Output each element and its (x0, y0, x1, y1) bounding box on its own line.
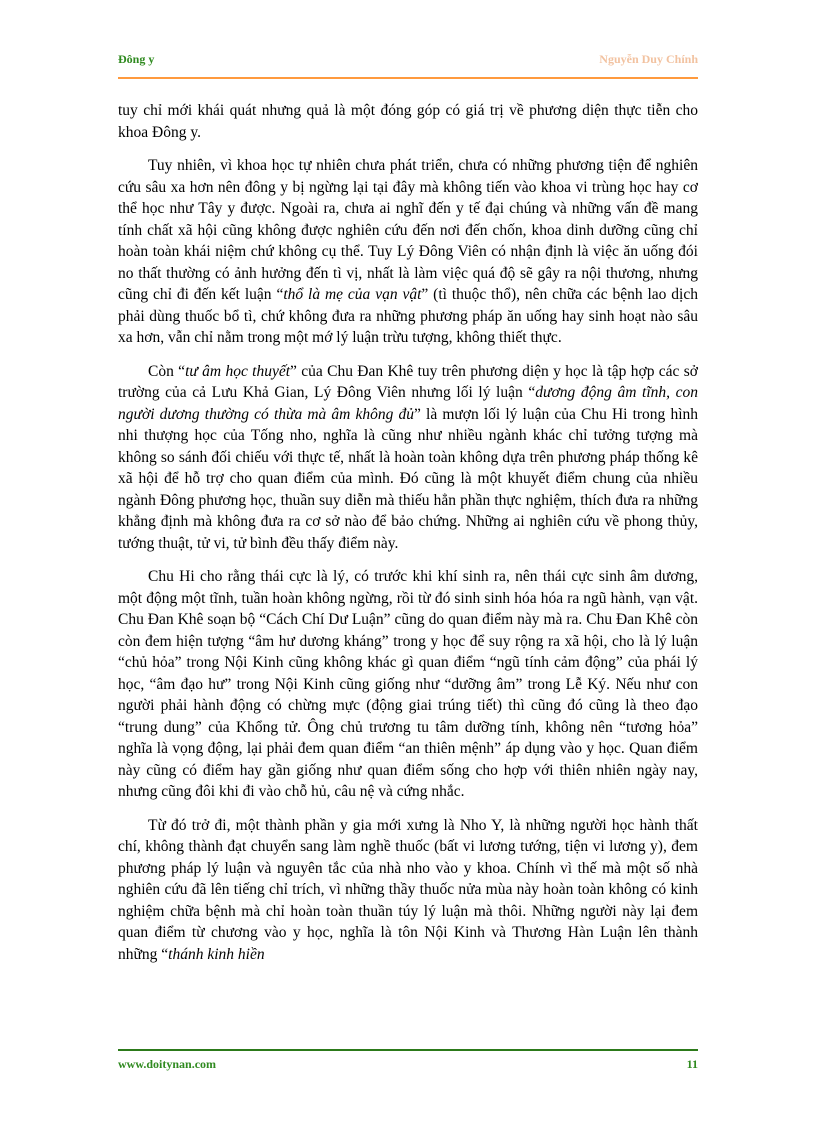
italic-text: thánh kinh hiền (168, 945, 265, 963)
text-run: Còn “ (148, 362, 186, 380)
italic-text: tư âm học thuyết (185, 362, 291, 380)
page-header (118, 52, 698, 72)
text-run: ” của Chu Đan Khê tuy trên phương diện y học là tập hợp các sở trường của cả Lưu Khả Gian, Lý Đông Viên nhưng lối lý luận “ (118, 362, 698, 401)
paragraph (118, 566, 698, 803)
footer-website: www.doitynan.com (118, 1057, 217, 1071)
text-run: Tuy nhiên, vì khoa học tự nhiên chưa phát triển, chưa có những phương tiện để nghiên cứu sâu xa hơn nên đông y bị ngừng lại tại đây mà không tiến vào khoa vi trùng học hay cơ thể học như Tây y được. Ngoài ra, chưa ai nghĩ đến y tế đại chúng và những vấn đề mang tính chất xã hội cũng không được nghiên cứu đến nơi đến chốn, khoa dinh dưỡng cũng chỉ hoàn toàn khái niệm chứ không cụ thể. Tuy Lý Đông Viên có nhận định là việc ăn uống đói no thất thường có ảnh hưởng đến tì vị, nhất là làm việc quá độ sẽ gây ra nội thương, nhưng cũng chỉ đi đến kết luận “ (118, 157, 698, 303)
text-run: Chu Hi cho rằng thái cực là lý, có trước khi khí sinh ra, nên thái cực sinh âm dương, một động một tĩnh, tuần hoàn không ngừng, rồi từ đó sinh sinh hóa hóa ra ngũ hành, vạn vật. Chu Đan Khê soạn bộ “Cách Chí Dư Luận” cũng do quan điểm này mà ra. Chu Đan Khê còn còn đem hiện tượng “âm hư dương kháng” trong y học để suy rộng ra xã hội, cho là lý luận “chủ hỏa” trong Nội Kinh cũng không khác gì quan điểm “ngũ tính cảm động” của phái lý học, “âm đạo hư” trong Nội Kinh cũng giống như “dưỡng âm” trong Lễ Ký. Nếu như con người phải hành động có chừng mực (động giai trúng tiết) thì cũng đó cũng là theo đạo “trung dung” của Khổng tử. Ông chủ trương tu tâm dưỡng tính, không nên “tương hỏa” nghĩa là vọng động, lại phải đem quan điểm “an thiên mệnh” áp dụng vào y học. Quan điểm này cũng có điểm hay gần giống như quan điểm sống cho hợp với thiên nhiên ngày nay, nhưng cũng đôi khi đi vào chỗ hủ, câu nệ và cứng nhắc. (118, 568, 698, 800)
footer-divider (118, 1049, 698, 1051)
italic-text: thổ là mẹ của vạn vật (283, 286, 422, 303)
paragraph (118, 100, 698, 143)
italic-text: dương động âm tĩnh, con người dương thường có thừa mà âm không đủ (118, 384, 698, 423)
header-divider (118, 77, 698, 79)
paragraph (118, 155, 698, 349)
body-text (118, 100, 698, 977)
text-run: Từ đó trở đi, một thành phần y gia mới xưng là Nho Y, là những người học hành thất chí, không thành đạt chuyển sang làm nghề thuốc (bất vi lương tướng, tiện vi lương y), đem phương pháp lý luận và nguyên tắc của nhà nho vào y khoa. Chính vì thế mà một số nhà nghiên cứu đã lên tiếng chỉ trích, vì những thầy thuốc nửa mùa này hoàn toàn không có kinh nghiệm chữa bệnh mà chỉ hoàn toàn thuần túy lý luận mà thôi. Những người này lại đem quan điểm từ chương vào y học, nghĩa là tôn Nội Kinh và Thương Hàn Luận lên thành những “ (118, 816, 698, 963)
text-run: ” (tì thuộc thổ), nên chữa các bệnh lao dịch phải dùng thuốc bổ tì, chứ không đưa ra những phương pháp ăn uống hay sinh hoạt nào sâu xa hơn, vẫn chỉ nằm trong một mớ lý luận trừu tượng, không thiết thực. (118, 286, 698, 346)
page-number: 11 (686, 1057, 698, 1071)
text-run: ” là mượn lối lý luận của Chu Hi trong hình nhi thượng học của Tống nho, nghĩa là cũng như nhiều ngành khác chỉ tưởng tượng mà không so sánh đối chiếu với thực tế, nhất là hoàn toàn không dựa trên phương pháp thống kê xã hội để hỗ trợ cho quan điểm của mình. Đó cũng là một khuyết điểm chung của nhiều ngành Đông phương học, thuần suy diễn mà thiếu hẳn phần thực nghiệm, thích đưa ra những khẳng định mà không đưa ra cơ sở nào để bảo chứng. Những ai nghiên cứu về phong thủy, tướng thuật, tử vi, tử bình đều thấy điểm này. (118, 405, 698, 552)
paragraph (118, 361, 698, 555)
header-title: Đông y (118, 52, 155, 66)
text-run: tuy chỉ mới khái quát nhưng quả là một đóng góp có giá trị về phương diện thực tiễn cho khoa Đông y. (118, 102, 698, 141)
paragraph (118, 815, 698, 966)
header-author: Nguyễn Duy Chính (599, 52, 698, 66)
